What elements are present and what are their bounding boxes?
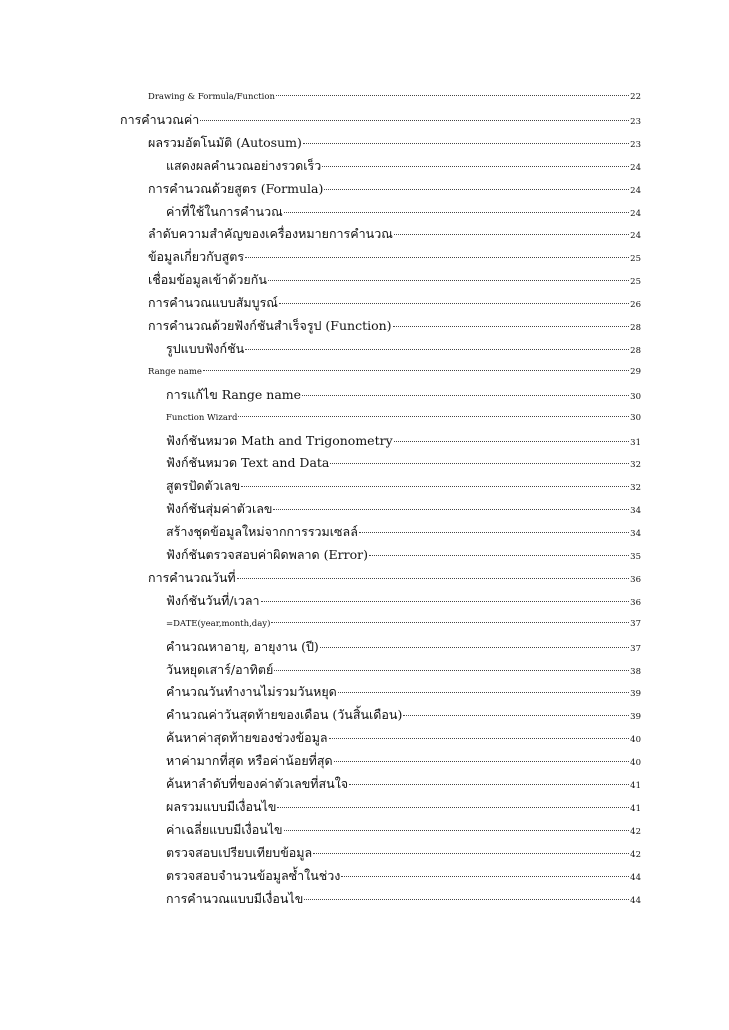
toc-entry[interactable] (148, 223, 641, 245)
dot-leader (322, 166, 629, 167)
toc-entry-title: คำนวณวันทำงานไม่รวมวันหยุด (166, 684, 337, 700)
dot-leader (329, 738, 630, 739)
toc-entry[interactable] (166, 498, 641, 520)
toc-entry-title: การคำนวณด้วยฟังก์ชันสำเร็จรูป (Function) (148, 318, 392, 333)
toc-entry-title: ตรวจสอบจำนวนข้อมูลซ้ำในช่วง (166, 867, 341, 883)
toc-entry-title: สูตรปัดตัวเลข (166, 478, 241, 494)
toc-entry[interactable] (166, 475, 641, 497)
dot-leader (273, 509, 629, 510)
toc-entry-title: Function Wizard (166, 412, 238, 423)
dot-leader (245, 349, 629, 350)
toc-entry-title: วันหยุดเสาร์/อาทิตย์ (166, 661, 274, 677)
toc-entry-page-number: 22 (630, 92, 641, 102)
toc-entry[interactable] (166, 750, 641, 772)
dot-leader (284, 830, 630, 831)
toc-entry-title: การคำนวณด้วยสูตร (Formula) (148, 180, 324, 196)
toc-entry[interactable] (166, 155, 641, 177)
toc-entry-page-number: 36 (630, 597, 641, 608)
toc-entry-title: ฟังก์ชันหมวด Math and Trigonometry (166, 432, 393, 448)
dot-leader (271, 622, 629, 623)
toc-entry-title: ฟังก์ชันสุ่มค่าตัวเลข (166, 501, 273, 517)
toc-entry[interactable] (148, 315, 641, 337)
toc-entry-page-number: 30 (630, 391, 641, 402)
toc-entry-page-number: 38 (630, 666, 641, 677)
dot-leader (261, 601, 630, 602)
toc-entry-title: คำนวณหาอายุ, อายุงาน (ปี) (166, 638, 319, 654)
toc-entry-page-number: 30 (630, 412, 641, 423)
toc-entry-title: การคำนวณแบบมีเงื่อนไข (166, 890, 304, 906)
toc-entry-page-number: 40 (630, 735, 641, 746)
toc-entry[interactable] (148, 567, 641, 589)
dot-leader (268, 280, 629, 281)
toc-entry-page-number: 24 (630, 208, 641, 219)
toc-entry[interactable] (148, 132, 641, 154)
toc-entry-title: แสดงผลคำนวณอย่างรวดเร็ว (166, 157, 322, 173)
dot-leader (279, 303, 629, 304)
toc-entry-title: ตรวจสอบเปรียบเทียบข้อมูล (166, 844, 313, 860)
dot-leader (237, 578, 630, 579)
dot-leader (284, 212, 629, 213)
toc-entry-page-number: 24 (630, 231, 641, 242)
toc-entry-page-number: 29 (630, 366, 641, 377)
toc-entry[interactable] (166, 613, 641, 635)
toc-entry-page-number: 42 (630, 849, 641, 860)
toc-entry-page-number: 35 (630, 552, 641, 562)
toc-entry-title: ฟังก์ชันตรวจสอบค่าผิดพลาด (Error) (166, 547, 368, 562)
dot-leader (313, 853, 629, 854)
toc-entry-title: คำนวณค่าวันสุดท้ายของเดือน (วันสิ้นเดือน) (166, 707, 403, 723)
toc-entry[interactable] (166, 888, 641, 910)
toc-entry-page-number: 37 (630, 618, 641, 629)
toc-entry[interactable] (166, 636, 641, 658)
dot-leader (302, 395, 629, 396)
toc-entry-page-number: 44 (630, 872, 641, 883)
toc-entry-page-number: 40 (630, 758, 641, 769)
dot-leader (394, 234, 629, 235)
dot-leader (369, 555, 629, 556)
toc-entry-title: ลำดับความสำคัญของเครื่องหมายการคำนวณ (148, 226, 393, 242)
toc-entry[interactable] (166, 544, 641, 566)
toc-entry[interactable] (166, 865, 641, 887)
toc-entry[interactable] (166, 773, 641, 795)
toc-entry-page-number: 32 (630, 483, 641, 494)
toc-entry[interactable] (120, 109, 641, 131)
toc-entry-title: การคำนวณแบบสัมบูรณ์ (148, 295, 278, 311)
dot-leader (277, 807, 629, 808)
toc-entry[interactable] (148, 246, 641, 268)
toc-entry[interactable] (148, 269, 641, 291)
dot-leader (238, 416, 629, 417)
toc-entry[interactable] (166, 727, 641, 749)
toc-entry[interactable] (166, 338, 641, 360)
toc-entry[interactable] (148, 292, 641, 314)
toc-entry[interactable] (166, 201, 641, 223)
dot-leader (245, 257, 629, 258)
toc-entry-page-number: 26 (630, 300, 641, 311)
toc-entry[interactable] (166, 407, 641, 429)
dot-leader (330, 463, 629, 464)
toc-entry-title: ผลรวมแบบมีเงื่อนไข (166, 798, 277, 814)
toc-entry-title: การคำนวณวันที่ (148, 569, 236, 585)
toc-entry[interactable] (166, 590, 641, 612)
toc-entry-page-number: 23 (630, 139, 641, 150)
toc-entry-page-number: 34 (630, 529, 641, 540)
toc-entry[interactable] (166, 430, 641, 452)
dot-leader (304, 899, 629, 900)
toc-entry-page-number: 37 (630, 643, 641, 654)
toc-entry-title: สร้างชุดข้อมูลใหม่จากการรวมเซลล์ (166, 524, 358, 540)
toc-entry[interactable] (148, 86, 641, 108)
dot-leader (334, 761, 630, 762)
dot-leader (320, 647, 629, 648)
toc-entry[interactable] (166, 842, 641, 864)
toc-entry-title: รูปแบบฟังก์ชัน (166, 340, 245, 356)
dot-leader (274, 670, 629, 671)
toc-entry-title: ผลรวมอัตโนมัติ (Autosum) (148, 134, 302, 150)
toc-entry-page-number: 28 (630, 345, 641, 356)
toc-entry-page-number: 32 (630, 460, 641, 471)
dot-leader (203, 370, 629, 371)
toc-entry-page-number: 24 (630, 185, 641, 196)
dot-leader (241, 486, 629, 487)
toc-entry-page-number: 25 (630, 254, 641, 265)
toc-entry-title: Drawing & Formula/Function (148, 92, 275, 102)
toc-entry-title: ฟังก์ชันวันที่/เวลา (166, 592, 260, 608)
dot-leader (324, 189, 629, 190)
toc-entry-page-number: 36 (630, 574, 641, 585)
dot-leader (276, 95, 629, 96)
toc-entry-page-number: 28 (630, 323, 641, 333)
toc-entry-title: ฟังก์ชันหมวด Text and Data (166, 455, 330, 471)
toc-entry-page-number: 41 (630, 781, 641, 791)
toc-entry-page-number: 25 (630, 277, 641, 288)
dot-leader (303, 143, 629, 144)
toc-entry-page-number: 24 (630, 162, 641, 173)
dot-leader (349, 784, 629, 785)
dot-leader (341, 876, 629, 877)
toc-entry[interactable] (166, 384, 641, 406)
toc-entry-title: การแก้ไข Range name (166, 386, 302, 402)
toc-entry[interactable] (148, 178, 641, 200)
dot-leader (359, 532, 629, 533)
toc-entry[interactable] (166, 681, 641, 703)
toc-entry-title: ค้นหาลำดับที่ของค่าตัวเลขที่สนใจ (166, 776, 349, 791)
toc-entry-title: Range name (148, 366, 202, 377)
toc-entry-title: ค่าที่ใช้ในการคำนวณ (166, 203, 283, 219)
toc-entry-title: ข้อมูลเกี่ยวกับสูตร (148, 249, 245, 265)
toc-entry-page-number: 41 (630, 803, 641, 814)
dot-leader (200, 120, 629, 121)
toc-entry-page-number: 31 (630, 437, 641, 448)
toc-entry-title: ค้นหาค่าสุดท้ายของช่วงข้อมูล (166, 730, 328, 746)
toc-entry-page-number: 44 (630, 895, 641, 906)
toc-entry-title: การคำนวณค่า (120, 111, 200, 127)
dot-leader (394, 441, 630, 442)
toc-entry[interactable] (148, 361, 641, 383)
toc-entry-title: เชื่อมข้อมูลเข้าด้วยกัน (148, 272, 267, 288)
toc-entry-page-number: 39 (630, 689, 641, 700)
toc-entry-page-number: 39 (630, 712, 641, 723)
toc-entry[interactable] (166, 704, 641, 726)
dot-leader (403, 715, 629, 716)
toc-entry-title: =DATE(year,month,day) (166, 618, 271, 629)
dot-leader (393, 326, 630, 327)
toc-entry-page-number: 42 (630, 826, 641, 837)
dot-leader (338, 692, 629, 693)
toc-entry[interactable] (166, 819, 641, 841)
toc-entry-page-number: 34 (630, 506, 641, 517)
toc-entry[interactable] (166, 796, 641, 818)
toc-entry[interactable] (166, 659, 641, 681)
toc-entry-title: ค่าเฉลี่ยแบบมีเงื่อนไข (166, 821, 283, 837)
toc-entry-title: หาค่ามากที่สุด หรือค่าน้อยที่สุด (166, 753, 333, 769)
toc-entry-page-number: 23 (630, 116, 641, 127)
toc-entry[interactable] (166, 521, 641, 543)
toc-entry[interactable] (166, 452, 641, 474)
